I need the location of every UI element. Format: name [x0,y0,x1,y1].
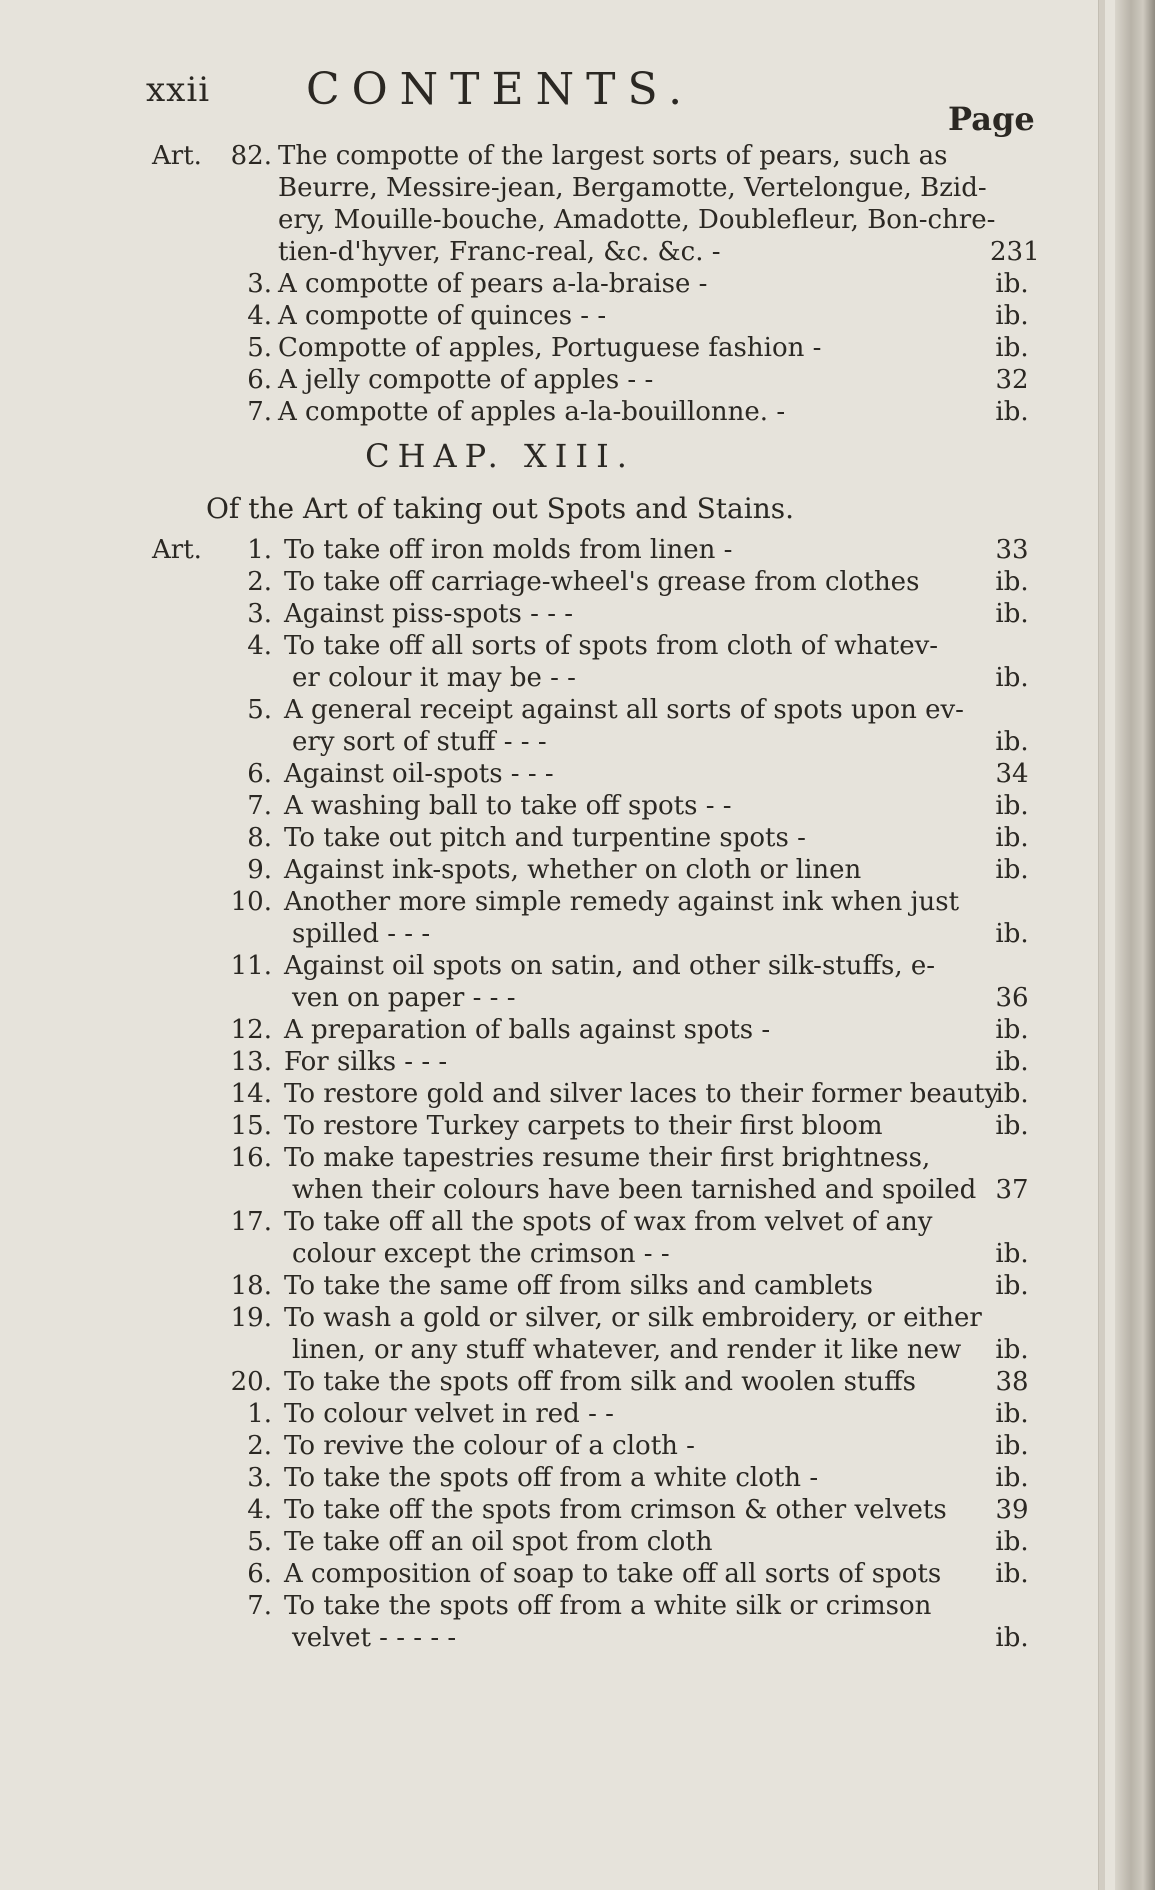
entry-line [0,822,1115,854]
entry-line [0,790,1115,822]
entry-page: ib. [995,1271,1029,1301]
entry-line [0,1494,1115,1526]
entry-page: ib. [995,1079,1029,1109]
entry-page: ib. [995,1527,1029,1557]
entry-line [0,758,1115,790]
entry-number: 20. [230,1367,272,1397]
entry-number: 1. [247,535,272,565]
entry-text: The compotte of the largest sorts of pears, such as [278,141,948,171]
entry-number: 6. [247,1559,272,1589]
entry-number: 14. [230,1079,272,1109]
entry-line [0,1590,1115,1622]
entry-page: ib. [995,1559,1029,1589]
entry-page: 33 [995,535,1029,565]
entry-line [0,662,1115,694]
entry-line [0,1366,1115,1398]
entry-number: 13. [230,1047,272,1077]
entry-line [0,886,1115,918]
page-number: xxii [146,70,211,110]
entry-line [0,982,1115,1014]
contents-list [0,140,1115,1654]
entry-number: 3. [247,269,272,299]
entry-page: ib. [995,397,1029,427]
entry-line [0,332,1115,364]
entry-number: 4. [247,1495,272,1525]
entry-line [0,630,1115,662]
entry-number: 15. [230,1111,272,1141]
entry-number: 9. [247,855,272,885]
entry-text: A jelly compotte of apples - - [278,365,654,395]
entry-line [0,726,1115,758]
entry-text: Te take off an oil spot from cloth [284,1527,713,1557]
entry-text: A composition of soap to take off all sorts of spots [284,1559,942,1589]
entry-page: ib. [995,791,1029,821]
entry-line [0,694,1115,726]
entry-text: linen, or any stuff whatever, and render it like new [292,1335,962,1365]
entry-line [0,396,1115,428]
entry-text: Another more simple remedy against ink when just [284,887,960,917]
entry-text: spilled - - - [292,919,431,949]
entry-number: 16. [230,1143,272,1173]
entry-line [0,1558,1115,1590]
entry-text: To take out pitch and turpentine spots - [284,823,806,853]
entry-number: 3. [247,599,272,629]
entry-text: To wash a gold or silver, or silk embroidery, or either [284,1303,982,1333]
entry-text: A compotte of apples a-la-bouillonne. - [278,397,786,427]
entry-number: 7. [247,1591,272,1621]
entry-line [0,172,1115,204]
entry-page: ib. [995,1431,1029,1461]
entry-line [0,1462,1115,1494]
chapter-subtitle: Of the Art of taking out Spots and Stains. [205,492,795,525]
entry-number: 2. [247,567,272,597]
entry-page: ib. [995,855,1029,885]
entry-page: ib. [995,1335,1029,1365]
entry-number: 6. [247,759,272,789]
entry-page: ib. [995,1623,1029,1653]
entry-text: To take off the spots from crimson & other velvets [284,1495,947,1525]
entry-text: To take off all the spots of wax from velvet of any [284,1207,933,1237]
entry-text: Against piss-spots - - - [284,599,574,629]
entry-line [0,364,1115,396]
entry-text: ven on paper - - - [292,983,516,1013]
entry-line [0,598,1115,630]
entry-text: To make tapestries resume their first brightness, [284,1143,931,1173]
entry-number: 6. [247,365,272,395]
entry-line [0,950,1115,982]
entry-line [0,204,1115,236]
entry-text: To take the same off from silks and camblets [284,1271,873,1301]
entry-text: To colour velvet in red - - [284,1399,614,1429]
entry-number: 11. [230,951,272,981]
entry-line [0,566,1115,598]
entry-number: 10. [230,887,272,917]
entry-line [0,1078,1115,1110]
entry-text: Against oil spots on satin, and other silk-stuffs, e- [284,951,936,981]
entry-text: A compotte of quinces - - [278,301,607,331]
entry-number: 8. [247,823,272,853]
entry-page: ib. [995,301,1029,331]
entry-text: To take the spots off from a white cloth - [284,1463,819,1493]
entry-number: 19. [230,1303,272,1333]
entry-line [0,300,1115,332]
entry-text: To take the spots off from silk and woolen stuffs [284,1367,916,1397]
chapter-heading: CHAP. XIII. [365,437,635,475]
entry-line [0,1622,1115,1654]
entry-text: er colour it may be - - [292,663,576,693]
entry-line [0,1206,1115,1238]
page-edge [1098,0,1105,1890]
entry-number: 1. [247,1399,272,1429]
article-label: Art. [152,141,202,171]
entry-line [0,1110,1115,1142]
entry-number: 5. [247,333,272,363]
entry-line [0,1142,1115,1174]
entry-page: ib. [995,727,1029,757]
entry-page: ib. [995,823,1029,853]
entry-page: 34 [995,759,1029,789]
entry-text: A general receipt against all sorts of spots upon ev- [284,695,964,725]
entry-line [0,1174,1115,1206]
entry-number: 12. [230,1015,272,1045]
entry-line [0,918,1115,950]
page-title: CONTENTS. [305,64,695,115]
entry-number: 4. [247,301,272,331]
entry-page: 36 [995,983,1029,1013]
entry-line [0,1238,1115,1270]
entry-text: For silks - - - [284,1047,448,1077]
entry-page: ib. [995,269,1029,299]
entry-text: To take the spots off from a white silk or crimson [284,1591,932,1621]
entry-number: 4. [247,631,272,661]
entry-line [0,1046,1115,1078]
entry-page: ib. [995,567,1029,597]
entry-page: ib. [995,1463,1029,1493]
entry-page: ib. [995,919,1029,949]
entry-text: A washing ball to take off spots - - [284,791,732,821]
entry-line [0,854,1115,886]
entry-page: ib. [995,1399,1029,1429]
entry-text: ery sort of stuff - - - [292,727,547,757]
entry-page: 37 [995,1175,1029,1205]
entry-line [0,534,1115,566]
entry-number: 3. [247,1463,272,1493]
entry-line [0,1398,1115,1430]
entry-text: ery, Mouille-bouche, Amadotte, Doublefleur, Bon-chre- [278,205,996,235]
entry-line [0,140,1115,172]
entry-number: 5. [247,1527,272,1557]
entry-page: ib. [995,1015,1029,1045]
entry-line [0,1526,1115,1558]
entry-page: ib. [995,1239,1029,1269]
entry-text: To take off iron molds from linen - [284,535,733,565]
entry-page: ib. [995,663,1029,693]
entry-text: Beurre, Messire-jean, Bergamotte, Vertelongue, Bzid- [278,173,987,203]
entry-text: when their colours have been tarnished and spoiled [292,1175,977,1205]
entry-text: Against oil-spots - - - [284,759,554,789]
entry-page: ib. [995,1047,1029,1077]
entry-page: 231 [990,237,1040,267]
binding-gutter [1115,0,1155,1890]
entry-page: ib. [995,1111,1029,1141]
entry-text: velvet - - - - - [292,1623,457,1653]
entry-page: 38 [995,1367,1029,1397]
entry-number: 7. [247,791,272,821]
entry-line [0,268,1115,300]
entry-number: 82. [230,141,272,171]
entry-line [0,1270,1115,1302]
entry-text: colour except the crimson - - [292,1239,670,1269]
entry-text: To restore gold and silver laces to their former beauty [284,1079,1000,1109]
entry-number: 17. [230,1207,272,1237]
entry-line [0,1334,1115,1366]
entry-line [0,1302,1115,1334]
entry-text: To restore Turkey carpets to their first bloom [284,1111,883,1141]
entry-text: A preparation of balls against spots - [284,1015,771,1045]
entry-text: To take off all sorts of spots from cloth of whatev- [284,631,939,661]
entry-text: To revive the colour of a cloth - [284,1431,695,1461]
entry-page: ib. [995,599,1029,629]
entry-line [0,236,1115,268]
entry-number: 18. [230,1271,272,1301]
entry-text: A compotte of pears a-la-braise - [278,269,708,299]
entry-text: Against ink-spots, whether on cloth or linen [284,855,862,885]
entry-page: ib. [995,333,1029,363]
entry-line [0,1430,1115,1462]
entry-text: Compotte of apples, Portuguese fashion - [278,333,822,363]
entry-text: To take off carriage-wheel's grease from clothes [284,567,920,597]
entry-number: 5. [247,695,272,725]
entry-number: 2. [247,1431,272,1461]
entry-line [0,1014,1115,1046]
entry-number: 7. [247,397,272,427]
entry-page: 39 [995,1495,1029,1525]
entry-page: 32 [995,365,1029,395]
article-label: Art. [152,535,202,565]
page-column-label: Page [948,100,1035,138]
entry-text: tien-d'hyver, Franc-real, &c. &c. - [278,237,721,267]
